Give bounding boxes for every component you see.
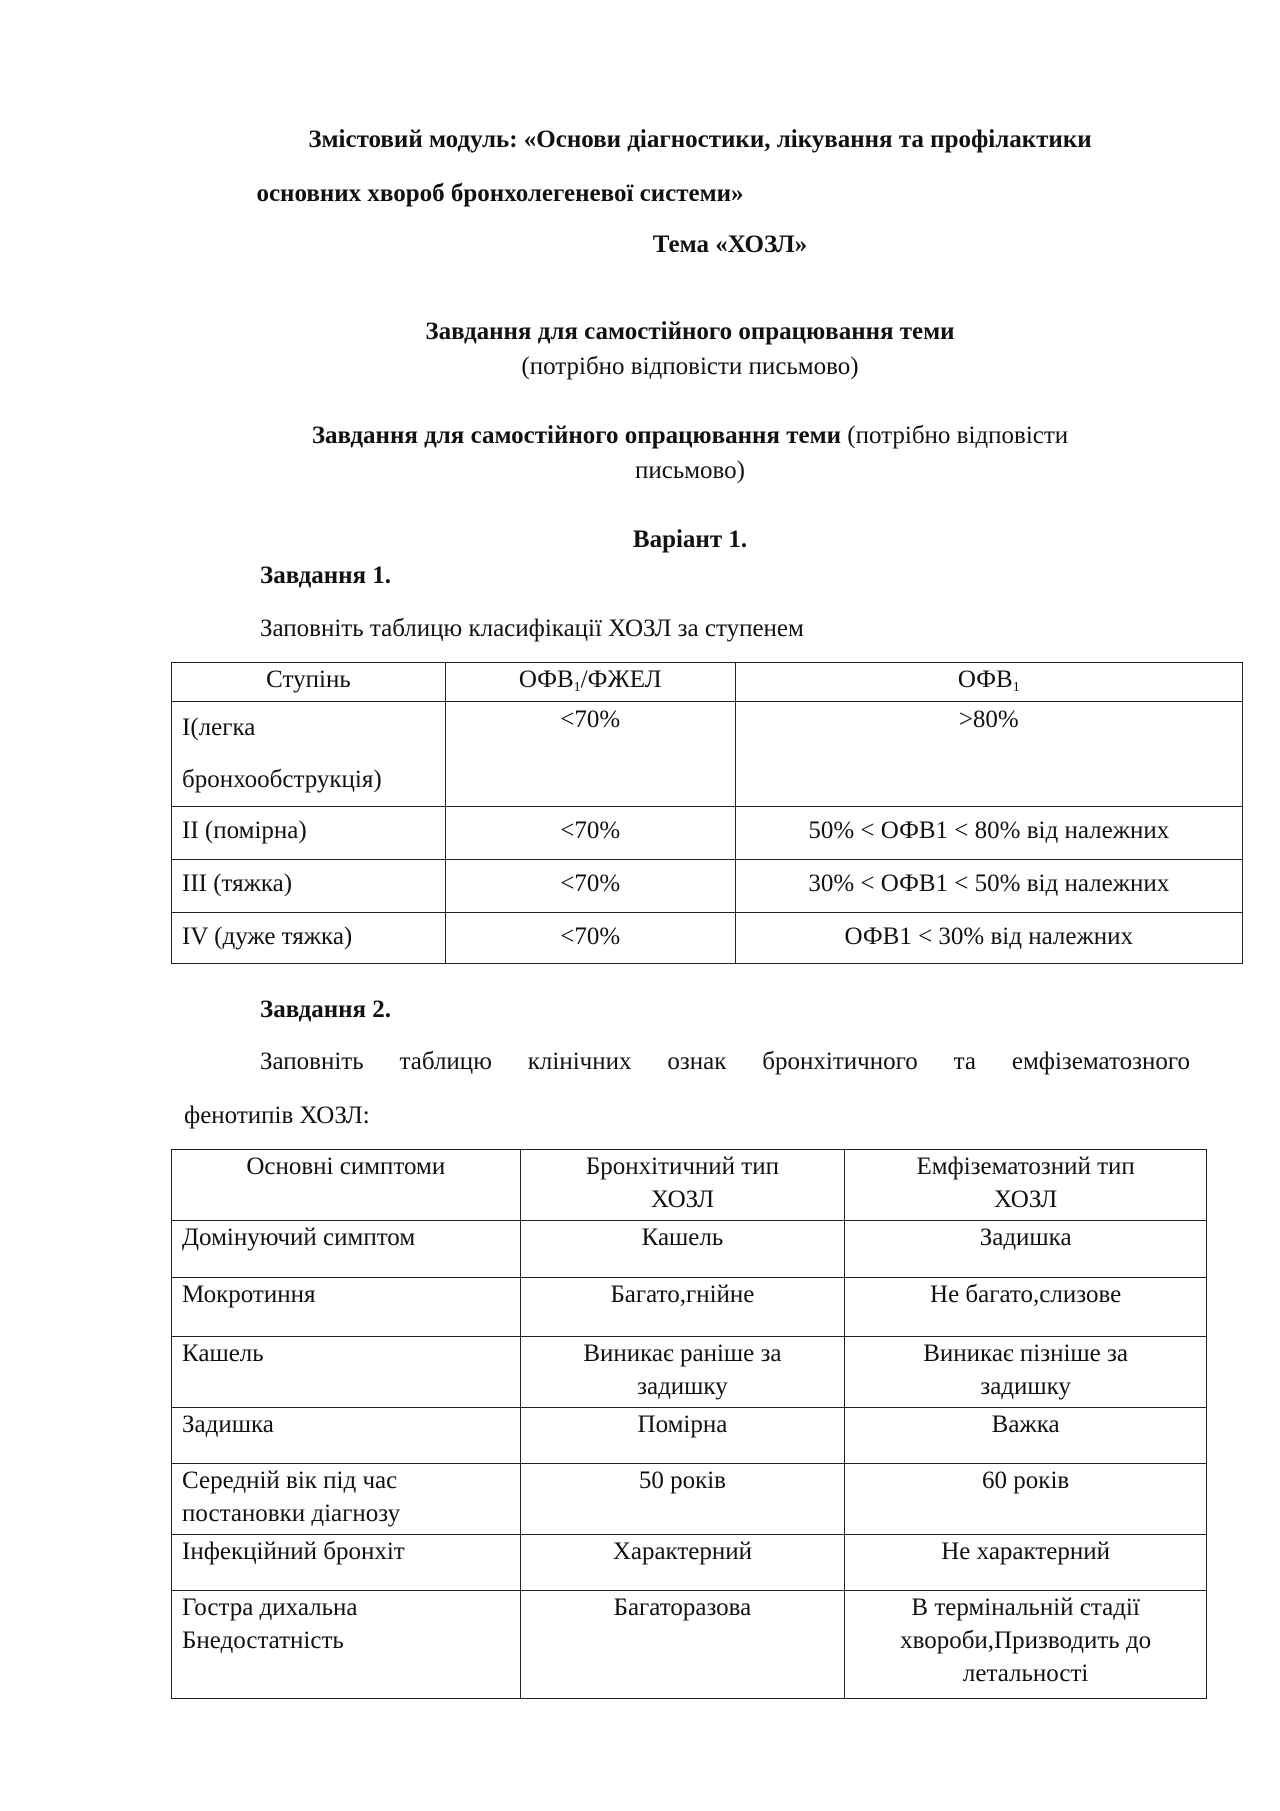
task-title-repeated-bold: Завдання для самостійного опрацювання теми	[311, 422, 842, 449]
stage-cell: IV (дуже тяжка)	[172, 913, 446, 964]
bronchitic-cell	[520, 1337, 845, 1408]
table-row	[172, 1408, 1207, 1464]
task-note-repeated-part2: письмово)	[634, 457, 746, 484]
header-emphysematous	[845, 1150, 1207, 1221]
header-fev1-sub: 1	[1012, 680, 1020, 695]
bronchitic-cell: Багаторазова	[520, 1591, 845, 1699]
table-row	[172, 1535, 1207, 1591]
emphysematous-line2: хвороби,Призводить до	[900, 1627, 1152, 1654]
bronchitic-line2: задишку	[637, 1373, 728, 1400]
symptom-cell: Задишка	[172, 1408, 521, 1464]
emphysematous-cell: Задишка	[845, 1221, 1207, 1278]
header-bronchitic-line2: ХОЗЛ	[650, 1186, 715, 1213]
ratio-cell: <70%	[445, 913, 735, 964]
task2-instruction-line2: фенотипів ХОЗЛ:	[184, 1102, 370, 1129]
bronchitic-line1: Виникає раніше за	[583, 1340, 782, 1367]
task-title: Завдання для самостійного опрацювання теми	[425, 318, 955, 345]
table-row	[172, 1150, 1207, 1221]
emphysematous-line1: Виникає пізніше за	[923, 1340, 1128, 1367]
stage-cell	[172, 702, 446, 807]
table-row	[172, 1337, 1207, 1408]
emphysematous-line1: В термінальній стадії	[911, 1594, 1140, 1621]
table-row	[172, 1464, 1207, 1535]
table-row	[172, 1278, 1207, 1337]
stage-line1: I(легка	[182, 714, 256, 741]
task-note-repeated-part1: (потрібно відповісти	[841, 422, 1069, 449]
emphysematous-line2: задишку	[980, 1373, 1071, 1400]
bronchitic-cell: Помірна	[520, 1408, 845, 1464]
fev1-cell: 30% < ОФВ1 < 50% від належних	[735, 860, 1242, 913]
task1-title: Завдання 1.	[260, 562, 392, 589]
phenotype-table	[171, 1149, 1207, 1699]
stage-cell: II (помірна)	[172, 807, 446, 860]
emphysematous-cell: Не багато,слизове	[845, 1278, 1207, 1337]
symptom-line1: Гостра дихальна	[182, 1594, 358, 1621]
header-fev1-main: ОФВ	[957, 666, 1013, 693]
variant-title: Варіант 1.	[632, 526, 748, 553]
bronchitic-cell: Кашель	[520, 1221, 845, 1278]
header-fev1-fvc-rest: /ФЖЕЛ	[580, 666, 662, 693]
symptom-cell: Кашель	[172, 1337, 521, 1408]
table-row	[172, 1221, 1207, 1278]
task2-title: Завдання 2.	[260, 996, 392, 1023]
classification-table	[171, 662, 1243, 964]
table-row	[172, 860, 1243, 913]
header-symptoms: Основні симптоми	[172, 1150, 521, 1221]
header-fev1-fvc-sub: 1	[573, 680, 581, 695]
table-row	[172, 663, 1243, 702]
symptom-cell	[172, 1464, 521, 1535]
ratio-cell: <70%	[445, 702, 735, 807]
header-stage: Ступінь	[172, 663, 446, 702]
table-row	[172, 1591, 1207, 1699]
emphysematous-cell: Не характерний	[845, 1535, 1207, 1591]
task2-instruction-line1: Заповніть таблицю клінічних ознак бронхітичного та емфізематозного	[260, 1048, 1190, 1075]
symptom-line2: Бнедостатність	[182, 1627, 344, 1654]
symptom-cell: Мокротиння	[172, 1278, 521, 1337]
bronchitic-cell: 50 років	[520, 1464, 845, 1535]
header-emphysematous-line1: Емфізематозний тип	[916, 1153, 1135, 1180]
stage-cell: III (тяжка)	[172, 860, 446, 913]
topic-title: Тема «ХОЗЛ»	[652, 231, 808, 258]
task1-instruction: Заповніть таблицю класифікації ХОЗЛ за ступенем	[260, 615, 804, 642]
fev1-cell: 50% < ОФВ1 < 80% від належних	[735, 807, 1242, 860]
module-title-line2: основних хвороб бронхолегеневої системи»	[256, 180, 744, 207]
header-emphysematous-line2: ХОЗЛ	[994, 1186, 1058, 1213]
table-row	[172, 807, 1243, 860]
table-row	[172, 913, 1243, 964]
task-title-repeated	[200, 421, 1180, 451]
symptom-cell: Інфекційний бронхіт	[172, 1535, 521, 1591]
emphysematous-line3: летальності	[962, 1660, 1089, 1687]
symptom-cell: Домінуючий симптом	[172, 1221, 521, 1278]
stage-line2: бронхообструкція)	[182, 766, 382, 793]
emphysematous-cell	[845, 1591, 1207, 1699]
module-title-line1: Змістовий модуль: «Основи діагностики, лікування та профілактики	[308, 126, 1092, 153]
fev1-cell: >80%	[735, 702, 1242, 807]
header-fev1-fvc	[445, 663, 735, 702]
fev1-cell: ОФВ1 < 30% від належних	[735, 913, 1242, 964]
ratio-cell: <70%	[445, 807, 735, 860]
bronchitic-cell: Багато,гнійне	[520, 1278, 845, 1337]
table-row	[172, 702, 1243, 807]
task-note: (потрібно відповісти письмово)	[521, 353, 859, 380]
symptom-line1: Середній вік під час	[182, 1467, 398, 1494]
emphysematous-cell	[845, 1337, 1207, 1408]
header-bronchitic	[520, 1150, 845, 1221]
bronchitic-cell: Характерний	[520, 1535, 845, 1591]
header-fev1-fvc-main: ОФВ	[518, 666, 574, 693]
emphysematous-cell: 60 років	[845, 1464, 1207, 1535]
header-fev1	[735, 663, 1242, 702]
emphysematous-cell: Важка	[845, 1408, 1207, 1464]
symptom-cell	[172, 1591, 521, 1699]
header-bronchitic-line1: Бронхітичний тип	[585, 1153, 779, 1180]
ratio-cell: <70%	[445, 860, 735, 913]
symptom-line2: постановки діагнозу	[182, 1500, 401, 1527]
